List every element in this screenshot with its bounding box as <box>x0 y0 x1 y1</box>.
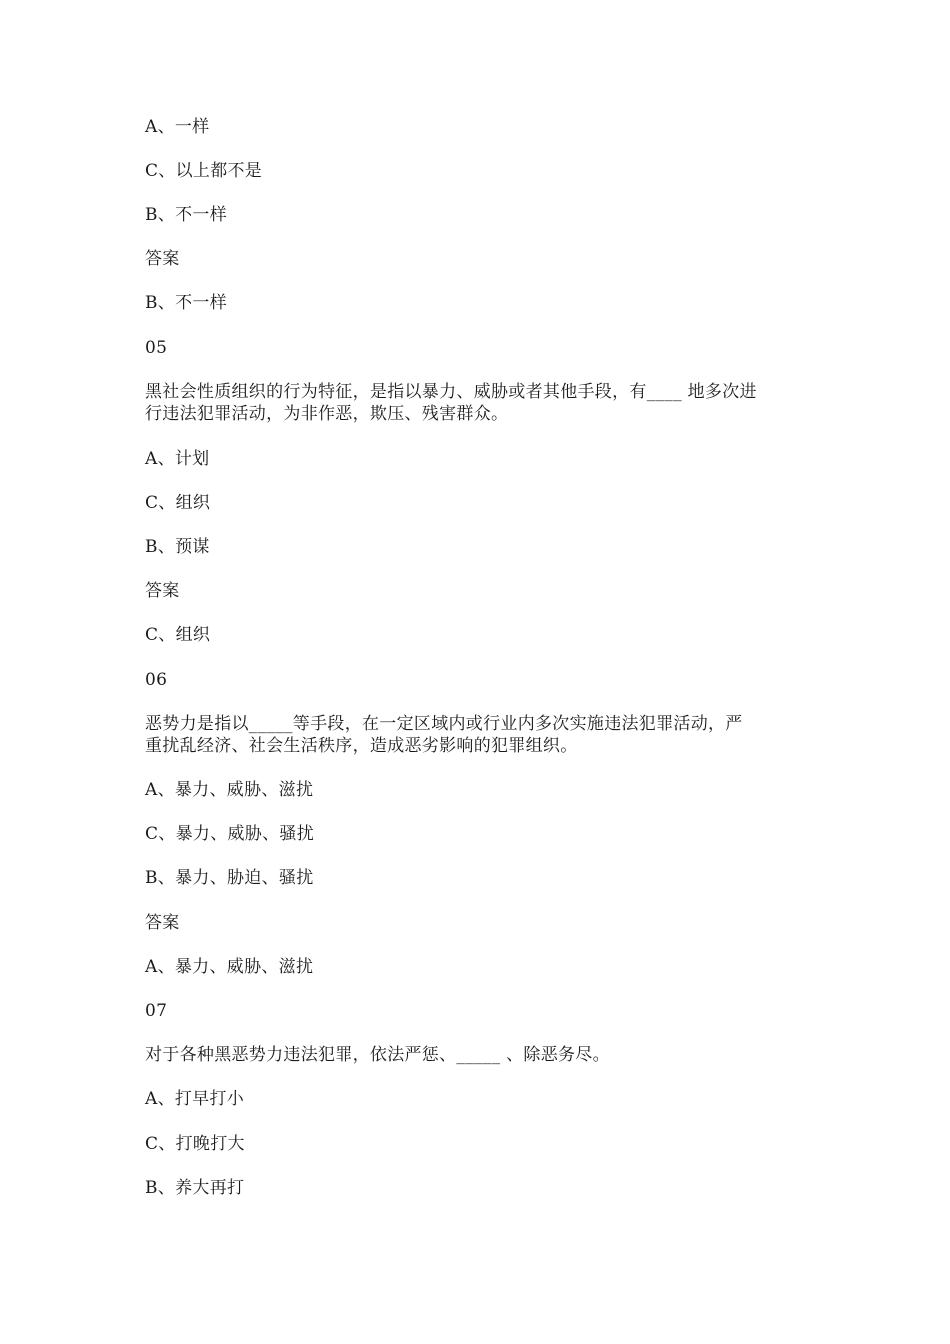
q05-question-line1: 黑社会性质组织的行为特征，是指以暴力、威胁或者其他手段，有____ 地多次进 <box>145 382 757 402</box>
q05-number: 05 <box>145 338 168 358</box>
q06-option-b: B、暴力、胁迫、骚扰 <box>145 868 314 888</box>
q04-answer: B、不一样 <box>145 293 227 313</box>
q05-option-b: B、预谋 <box>145 537 210 557</box>
q04-answer-label: 答案 <box>145 249 180 269</box>
q06-number: 06 <box>145 670 168 690</box>
q06-option-a: A、暴力、威胁、滋扰 <box>145 780 314 800</box>
q05-option-c: C、组织 <box>145 493 211 513</box>
q05-option-a: A、计划 <box>145 449 210 469</box>
q06-option-c: C、暴力、威胁、骚扰 <box>145 824 315 844</box>
q07-question: 对于各种黑恶势力违法犯罪，依法严惩、_____ 、除恶务尽。 <box>145 1045 610 1065</box>
q06-answer-label: 答案 <box>145 913 180 933</box>
q04-option-c: C、以上都不是 <box>145 161 263 181</box>
q05-answer: C、组织 <box>145 625 211 645</box>
q04-option-a: A、一样 <box>145 117 210 137</box>
q07-option-b: B、养大再打 <box>145 1178 245 1198</box>
q05-question-line2: 行违法犯罪活动，为非作恶，欺压、残害群众。 <box>145 404 509 424</box>
q07-option-a: A、打早打小 <box>145 1089 245 1109</box>
q06-question-line2: 重扰乱经济、社会生活秩序，造成恶劣影响的犯罪组织。 <box>145 736 578 756</box>
q07-option-c: C、打晚打大 <box>145 1134 245 1154</box>
q06-answer: A、暴力、威胁、滋扰 <box>145 957 314 977</box>
q06-question-line1: 恶势力是指以_____等手段，在一定区域内或行业内多次实施违法犯罪活动，严 <box>145 714 743 734</box>
q04-option-b: B、不一样 <box>145 205 227 225</box>
q07-number: 07 <box>145 1001 168 1021</box>
q05-answer-label: 答案 <box>145 581 180 601</box>
